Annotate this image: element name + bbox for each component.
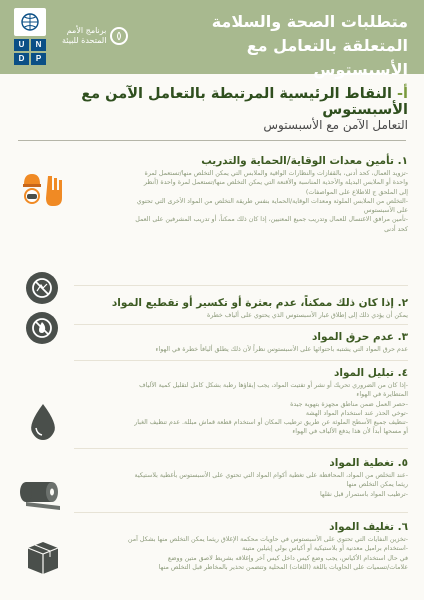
item-divider [74,324,408,325]
undp-letter: N [31,39,46,51]
section-title: التعامل الآمن مع الأسبستوس [263,118,408,132]
water-drop-icon [20,398,66,444]
list-item [88,366,408,437]
item-line: -ترطيب المواد باستمرار قبل نقلها [320,490,408,498]
item-line: -توخي الحذر عند استخدام المواد الهشة [305,409,408,417]
item-line: -تزويد العمال، كحد أدنى، بالقفازات والنظارات الواقية والملابس التي يمكن التخلص منها/تستعمل لمرة [144,170,408,177]
item-line: واحدة أو الملابس البديلة والأحذية المناسبة والأقنعة التي يمكن التخلص منها/تستعمل لمرة واحدة (أنظر [143,179,408,187]
list-item [88,296,408,320]
item-line: -التخلص من الملابس الملوثة ومعدات الوقاية/الحماية بنفس طريقة التخلص من المواد الأخرى التي تحتوي [136,197,408,205]
item-heading: ٢. إذا كان ذلك ممكناً، عدم بعثرة أو تكسير أو تقطيع المواد [111,297,408,309]
list-item [88,456,408,499]
no-fire-icon [26,312,58,344]
undp-letter: P [31,53,46,65]
item-line: عدم حرق المواد التي يشتبه باحتوائها على الأسبستوس نظراً لأن ذلك يطلق أليافاً خطرة في الهواء [155,346,408,353]
package-box-icon [20,534,66,580]
item-divider [74,448,408,449]
list-item [88,330,408,354]
subheading-letter: أ- [397,86,408,102]
item-divider [74,360,408,361]
subheading [48,86,408,118]
item-line: -عند التخلص من المواد، المحافظة على تغطية أكوام المواد التي تحتوي على الأسبستوس بأغطية بلاستيكية [134,472,408,479]
un-emblem-icon [14,8,46,36]
item-heading: ٣. عدم حرق المواد [312,331,408,343]
item-line: في حال استخدام الأكياس، يجب وضع كيس داخل كيس آخر وإغلاقه بشريط لاصق متين ووضع [167,554,408,562]
unep-logo [62,26,128,46]
header-banner [0,0,424,79]
item-line: أو مسحها أبداً لأن هذا يدفع الألياف في الهواء [292,428,408,436]
item-line: على الأسبستوس [363,207,408,215]
item-heading: ٦. تغليف المواد [329,521,408,533]
item-line: ريثما يمكن التخلص منها [346,481,408,489]
item-line: علامات/تسميات على الحاويات باللغة (اللغات) المحلية وتتضمن تحذير بالمخاطر قبل التخلص منها [158,563,408,571]
unep-globe-icon [110,27,128,45]
protective-equipment-icon [20,170,66,216]
item-line: -إذا كان من الضروري تحريك أو نشر أو تفتيت المواد، يجب إبقاؤها رطبة بشكل كامل لتقليل كمية الألياف [139,382,408,389]
subheading-text: النقاط الرئيسية المرتبطة بالتعامل الآمن مع الأسبستوس [81,86,408,118]
item-line: يمكن أن يؤدي ذلك إلى إطلاق غبار الأسبستوس الذي يحتوي على ألياف خطرة [206,312,408,319]
item-heading: ٥. تغطية المواد [329,457,408,469]
item-line: -تخزين النفايات التي تحتوي على الأسبستوس في حاويات محكمة الإغلاق ريثما يمكن التخلص منها بشكل آمن [127,536,408,543]
item-line: إلى الملحق ج للاطلاع على المواصفات) [305,188,408,196]
page-title: متطلبات الصحة والسلامة المتعلقة بالتعامل مع الأسبستوس [211,12,408,79]
list-item [88,520,408,572]
item-line: -تأمين مرافق الاغتسال للعمال وتدريب جميع المعنيين، إذا كان ذلك ممكناً، أو تدريب المشرفين على العمل [135,216,408,224]
section-divider [18,140,406,141]
item-line: المتطايرة في الهواء [356,391,408,399]
unep-line-1: برنامج الأمم [66,26,107,35]
item-line: كحد أدنى [384,225,408,233]
undp-letter: U [14,39,29,51]
item-line: -استخدام براميل معدنية أو بلاستيكية أو أكياس بولي إيثيلين متينة [242,545,408,553]
unep-line-2: المتحدة للبيئة [62,36,107,45]
no-breaking-icon [26,272,58,304]
list-item [88,154,408,234]
item-line: -تنظيف جميع الأسطح الملوثة عن طريق ترطيب المكان أو استخدام قطعة قماش مبللة. عدم تنظيف الغبار [134,419,408,427]
undp-logo [14,8,46,66]
item-heading: ١. تأمين معدات الوقاية/الحماية والتدريب [201,155,408,167]
undp-letter: D [14,53,29,65]
plastic-roll-icon [20,470,66,516]
item-line: -حصر العمل ضمن مناطق مجهزة بتهوية جيدة [290,400,408,408]
item-divider [74,285,408,286]
item-heading: ٤. تبليل المواد [333,367,408,379]
item-divider [74,512,408,513]
